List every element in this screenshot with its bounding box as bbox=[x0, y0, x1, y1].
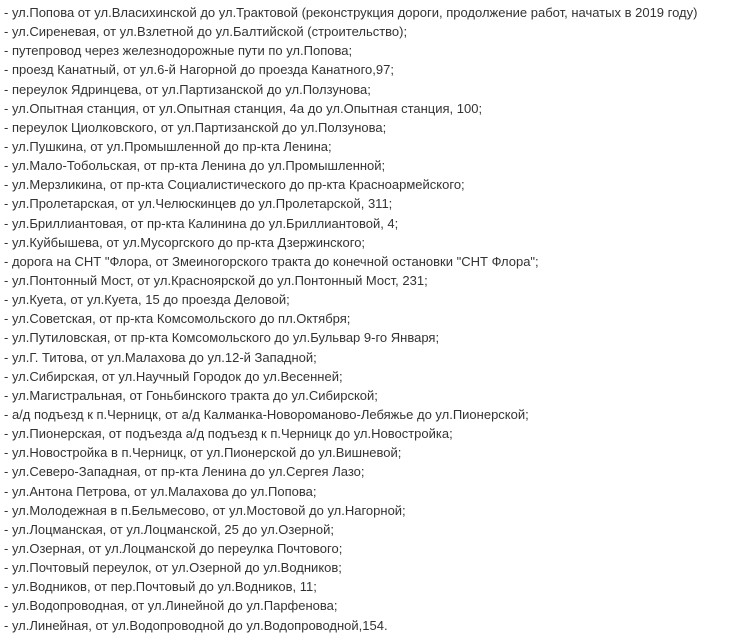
list-item: - ул.Понтонный Мост, от ул.Красноярской до ул.Понтонный Мост, 231; bbox=[4, 272, 428, 288]
list-item: - ул.Новостройка в п.Черницк, от ул.Пионерской до ул.Вишневой; bbox=[4, 445, 402, 461]
list-item: - ул.Мало-Тобольская, от пр-кта Ленина до ул.Промышленной; bbox=[4, 158, 386, 174]
list-item: - а/д подъезд к п.Черницк, от а/д Калманка-Новороманово-Лебяжье до ул.Пионерской; bbox=[4, 406, 529, 422]
list-item: - ул.Путиловская, от пр-кта Комсомольского до ул.Бульвар 9-го Января; bbox=[4, 330, 440, 346]
list-item: - ул.Сибирская, от ул.Научный Городок до ул.Весенней; bbox=[4, 368, 343, 384]
list-item: - ул.Водопроводная, от ул.Линейной до ул.Парфенова; bbox=[4, 598, 338, 614]
list-item: - ул.Куета, от ул.Куета, 15 до проезда Деловой; bbox=[4, 292, 290, 308]
list-item: - ул.Линейная, от ул.Водопроводной до ул.Водопроводной,154. bbox=[4, 617, 388, 633]
list-item: - ул.Попова от ул.Власихинской до ул.Трактовой (реконструкция дороги, продолжение работ, начатых в 2019 году) bbox=[4, 5, 698, 20]
list-item: - ул.Мерзликина, от пр-кта Социалистического до пр-кта Красноармейского; bbox=[4, 177, 465, 193]
list-item: - ул.Куйбышева, от ул.Мусоргского до пр-кта Дзержинского; bbox=[4, 234, 366, 250]
list-item: - дорога на СНТ "Флора, от Змеиногорского тракта до конечной остановки "СНТ Флора"; bbox=[4, 253, 539, 269]
list-item: - переулок Циолковского, от ул.Партизанской до ул.Ползунова; bbox=[4, 119, 387, 135]
list-item: - проезд Канатный, от ул.6-й Нагорной до проезда Канатного,97; bbox=[4, 62, 394, 78]
list-item: - ул.Водников, от пер.Почтовый до ул.Водников, 11; bbox=[4, 579, 317, 595]
list-item: - ул.Опытная станция, от ул.Опытная станция, 4а до ул.Опытная станция, 100; bbox=[4, 100, 483, 116]
list-item: - ул.Советская, от пр-кта Комсомольского до пл.Октября; bbox=[4, 311, 351, 327]
list-item: - ул.Молодежная в п.Бельмесово, от ул.Мостовой до ул.Нагорной; bbox=[4, 502, 406, 518]
list-item: - ул.Почтовый переулок, от ул.Озерной до ул.Водников; bbox=[4, 560, 342, 576]
list-item: - ул.Бриллиантовая, от пр-кта Калинина до ул.Бриллиантовой, 4; bbox=[4, 215, 399, 231]
list-item: - ул.Лоцманская, от ул.Лоцманской, 25 до ул.Озерной; bbox=[4, 521, 334, 537]
list-item: - переулок Ядринцева, от ул.Партизанской до ул.Ползунова; bbox=[4, 81, 371, 97]
list-item: - ул.Магистральная, от Гоньбинского тракта до ул.Сибирской; bbox=[4, 387, 378, 403]
list-item: - ул.Северо-Западная, от пр-кта Ленина до ул.Сергея Лазо; bbox=[4, 464, 365, 480]
list-item: - путепровод через железнодорожные пути по ул.Попова; bbox=[4, 43, 353, 59]
list-item: - ул.Г. Титова, от ул.Малахова до ул.12-й Западной; bbox=[4, 349, 317, 365]
list-item: - ул.Антона Петрова, от ул.Малахова до ул.Попова; bbox=[4, 483, 317, 499]
list-item: - ул.Сиреневая, от ул.Взлетной до ул.Балтийской (строительство); bbox=[4, 24, 408, 40]
list-item: - ул.Озерная, от ул.Лоцманской до переулка Почтового; bbox=[4, 540, 343, 556]
list-item: - ул.Пролетарская, от ул.Челюскинцев до ул.Пролетарской, 311; bbox=[4, 196, 393, 212]
list-item: - ул.Пушкина, от ул.Промышленной до пр-кта Ленина; bbox=[4, 138, 332, 154]
list-item: - ул.Пионерская, от подъезда а/д подъезд к п.Черницк до ул.Новостройка; bbox=[4, 426, 453, 442]
